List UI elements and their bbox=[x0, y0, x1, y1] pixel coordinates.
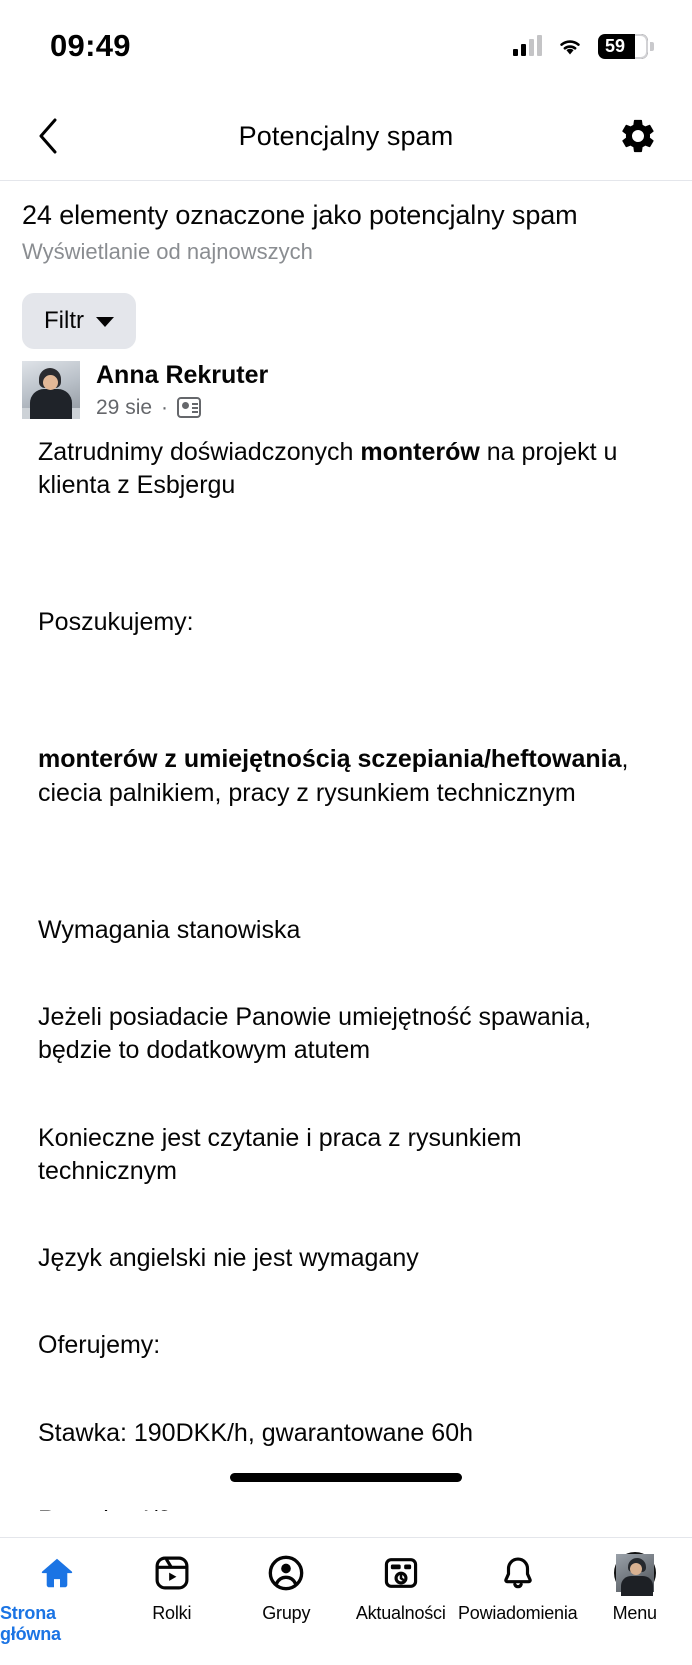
post-author-name[interactable]: Anna Rekruter bbox=[96, 360, 269, 389]
tab-news[interactable] bbox=[344, 1552, 459, 1624]
post-body bbox=[0, 420, 692, 1538]
post-text-segment: , ciecia palnikiem, pracy z rysunkiem technicznym bbox=[38, 745, 629, 807]
post-line: Konieczne jest czytanie i praca z rysunkiem technicznym bbox=[38, 1123, 522, 1185]
home-icon bbox=[36, 1552, 78, 1594]
post-text-bold-segment: monterów z umiejętnością sczepiania/heftowania bbox=[38, 745, 622, 774]
tab-label: Menu bbox=[612, 1603, 657, 1623]
status-time: 09:49 bbox=[50, 28, 131, 63]
tab-groups[interactable] bbox=[229, 1552, 344, 1624]
tab-menu[interactable] bbox=[577, 1552, 692, 1624]
filter-row bbox=[0, 265, 692, 349]
spacer bbox=[38, 502, 654, 606]
post-line: Poszukujemy: bbox=[38, 608, 194, 636]
filter-button[interactable] bbox=[22, 293, 136, 349]
post-line: Jeżeli posiadacie Panowie umiejętność spawania, będzie to dodatkowym atutem bbox=[38, 1003, 592, 1065]
spacer bbox=[38, 1188, 654, 1242]
chevron-down-icon bbox=[96, 317, 114, 327]
spacer bbox=[38, 947, 654, 1001]
post-line: Język angielski nie jest wymagany bbox=[38, 1244, 419, 1272]
tab-label: Rolki bbox=[152, 1603, 192, 1623]
post-line bbox=[38, 436, 654, 503]
settings-button[interactable] bbox=[614, 112, 662, 160]
page-title: Potencjalny spam bbox=[238, 120, 454, 151]
battery-cap bbox=[650, 42, 654, 51]
sort-description: Wyświetlanie od najnowszych bbox=[22, 238, 313, 264]
tab-label: Powiadomienia bbox=[458, 1603, 578, 1623]
profile-avatar-icon bbox=[614, 1552, 656, 1594]
spacer bbox=[38, 810, 654, 914]
signal-icon bbox=[513, 36, 542, 56]
spacer bbox=[38, 639, 654, 743]
tab-reels[interactable] bbox=[115, 1552, 230, 1624]
battery-level: 59 bbox=[605, 36, 626, 56]
main-content bbox=[0, 181, 692, 1537]
post-header[interactable] bbox=[0, 361, 692, 420]
spacer bbox=[38, 1363, 654, 1417]
home-indicator[interactable] bbox=[230, 1473, 462, 1482]
battery-icon bbox=[598, 34, 648, 59]
reels-icon bbox=[151, 1552, 193, 1594]
gear-icon bbox=[618, 116, 658, 156]
wifi-icon bbox=[556, 36, 584, 56]
post-meta bbox=[96, 396, 268, 420]
meta-separator: · bbox=[161, 395, 169, 419]
chevron-left-icon bbox=[36, 116, 60, 156]
post-item bbox=[0, 349, 692, 1537]
audience-id-card-icon[interactable] bbox=[177, 397, 201, 418]
bell-icon bbox=[497, 1552, 539, 1594]
avatar[interactable] bbox=[22, 361, 80, 419]
battery-empty-portion bbox=[635, 34, 648, 59]
post-text-segment: Zatrudnimy doświadczonych bbox=[38, 437, 361, 466]
post-line: Stawka: 190DKK/h, gwarantowane 60h bbox=[38, 1418, 473, 1447]
tab-home[interactable] bbox=[0, 1552, 115, 1645]
nav-header bbox=[0, 92, 692, 180]
post-date: 29 sie bbox=[96, 395, 153, 419]
tab-label: Grupy bbox=[262, 1603, 311, 1623]
status-indicators bbox=[513, 34, 648, 59]
status-bar bbox=[0, 0, 692, 92]
bottom-navigation bbox=[0, 1537, 692, 1665]
filter-label: Filtr bbox=[44, 306, 84, 334]
post-text-bold-segment: monterów bbox=[360, 437, 480, 466]
tab-label: Aktualności bbox=[355, 1603, 446, 1623]
post-line: Oferujemy: bbox=[38, 1331, 161, 1360]
post-text-segment: na projekt u klienta z Esbjergu bbox=[38, 437, 618, 499]
post-line bbox=[38, 743, 654, 810]
news-icon bbox=[380, 1552, 422, 1594]
back-button[interactable] bbox=[26, 114, 70, 158]
post-line: Wymagania stanowiska bbox=[38, 915, 301, 944]
tab-label: Strona główna bbox=[0, 1603, 61, 1644]
spacer bbox=[38, 1068, 654, 1122]
spam-count-headline: 24 elementy oznaczone jako potencjalny spam bbox=[22, 200, 578, 230]
groups-icon bbox=[265, 1552, 307, 1594]
content-fade bbox=[0, 1511, 692, 1537]
spacer bbox=[38, 1275, 654, 1329]
tab-notifications[interactable] bbox=[458, 1552, 577, 1624]
